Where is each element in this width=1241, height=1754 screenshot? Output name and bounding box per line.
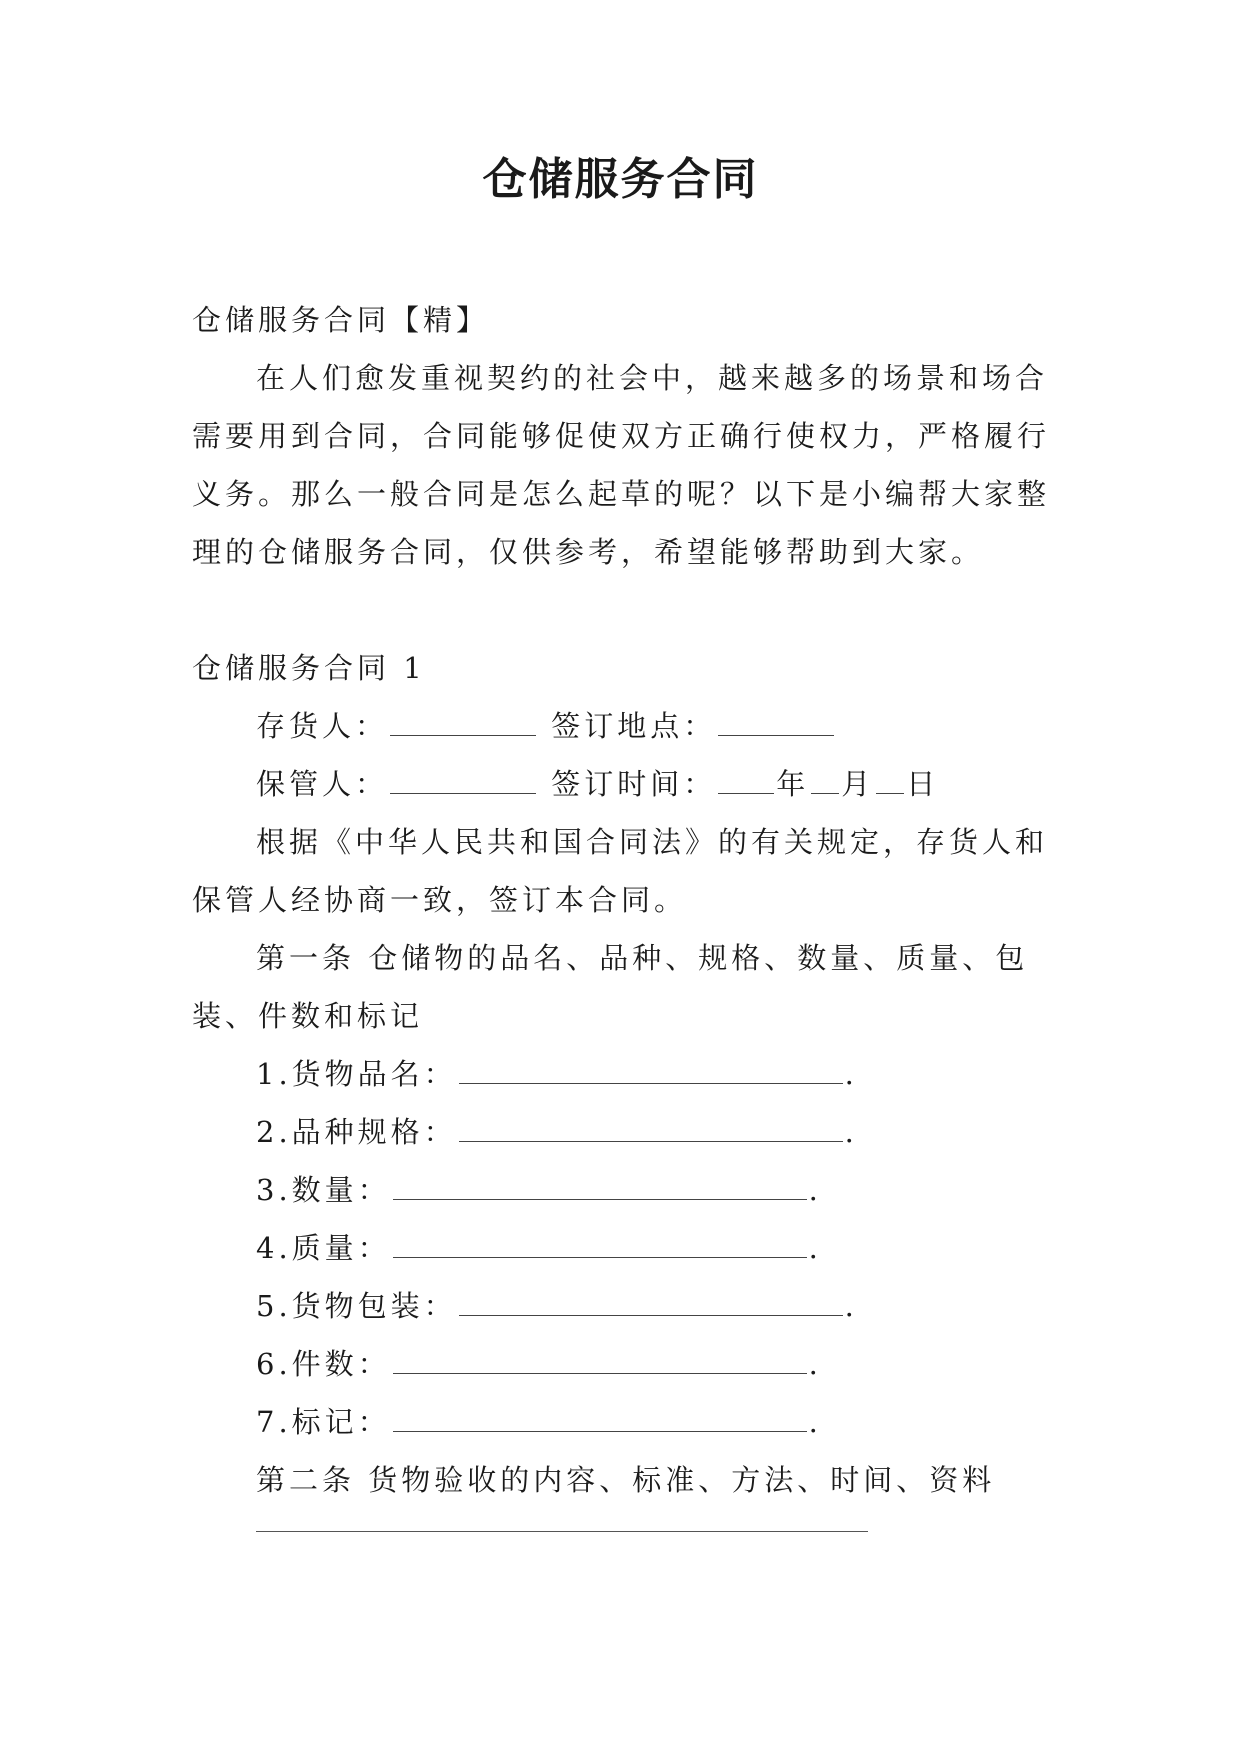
item-blank[interactable] xyxy=(393,1347,807,1374)
depositor-line xyxy=(192,697,1056,755)
item-period: . xyxy=(808,1347,822,1381)
spacer xyxy=(192,581,1056,639)
item-label: 7.标记： xyxy=(256,1405,391,1439)
article-2-heading: 第二条 货物验收的内容、标准、方法、时间、资料 xyxy=(256,1463,996,1497)
item-label: 5.货物包装： xyxy=(256,1289,457,1323)
item-blank[interactable] xyxy=(393,1173,807,1200)
item-label: 3.数量： xyxy=(256,1173,391,1207)
item-line xyxy=(192,1161,1056,1219)
item-label: 6.件数： xyxy=(256,1347,391,1381)
item-line xyxy=(192,1103,1056,1161)
basis-paragraph: 根据《中华人民共和国合同法》的有关规定，存货人和保管人经协商一致，签订本合同。 xyxy=(192,825,1049,917)
item-period: . xyxy=(844,1115,858,1149)
depositor-label: 存货人： xyxy=(256,709,389,743)
item-blank[interactable] xyxy=(459,1289,843,1316)
keeper-line xyxy=(192,755,1056,813)
intro-paragraph: 在人们愈发重视契约的社会中，越来越多的场景和场合需要用到合同，合同能够促使双方正确行使权力，严格履行义务。那么一般合同是怎么起草的呢？以下是小编帮大家整理的仓储服务合同，仅供参考，希望能够帮助到大家。 xyxy=(192,361,1051,569)
article-1-heading: 第一条 仓储物的品名、品种、规格、数量、质量、包装、件数和标记 xyxy=(192,941,1029,1033)
item-blank[interactable] xyxy=(393,1405,807,1432)
item-period: . xyxy=(844,1289,858,1323)
document-body xyxy=(192,291,1056,1532)
item-blank[interactable] xyxy=(459,1115,843,1142)
sign-time-label: 签订时间： xyxy=(551,767,717,801)
item-line xyxy=(192,1335,1056,1393)
item-label: 2.品种规格： xyxy=(256,1115,457,1149)
item-period: . xyxy=(808,1231,822,1265)
item-line xyxy=(192,1393,1056,1451)
item-blank[interactable] xyxy=(393,1231,807,1258)
item-period: . xyxy=(808,1173,822,1207)
day-label: 日 xyxy=(906,767,940,801)
item-period: . xyxy=(808,1405,822,1439)
item-period: . xyxy=(844,1057,858,1091)
year-blank[interactable] xyxy=(718,767,774,794)
depositor-blank[interactable] xyxy=(390,709,536,736)
day-blank[interactable] xyxy=(876,767,904,794)
sign-place-label: 签订地点： xyxy=(551,709,717,743)
item-label: 1.货物品名： xyxy=(256,1057,457,1091)
article-2-blank[interactable] xyxy=(256,1531,868,1532)
document-title: 仓储服务合同 xyxy=(482,154,759,205)
year-label: 年 xyxy=(776,767,810,801)
item-line xyxy=(192,1277,1056,1335)
item-label: 4.质量： xyxy=(256,1231,391,1265)
month-label: 月 xyxy=(841,767,875,801)
sign-place-blank[interactable] xyxy=(718,709,834,736)
keeper-label: 保管人： xyxy=(256,767,389,801)
section-heading: 仓储服务合同 1 xyxy=(192,651,426,685)
keeper-blank[interactable] xyxy=(390,767,536,794)
item-blank[interactable] xyxy=(459,1057,843,1084)
subtitle: 仓储服务合同【精】 xyxy=(192,303,490,337)
item-line xyxy=(192,1045,1056,1103)
month-blank[interactable] xyxy=(811,767,839,794)
item-line xyxy=(192,1219,1056,1277)
